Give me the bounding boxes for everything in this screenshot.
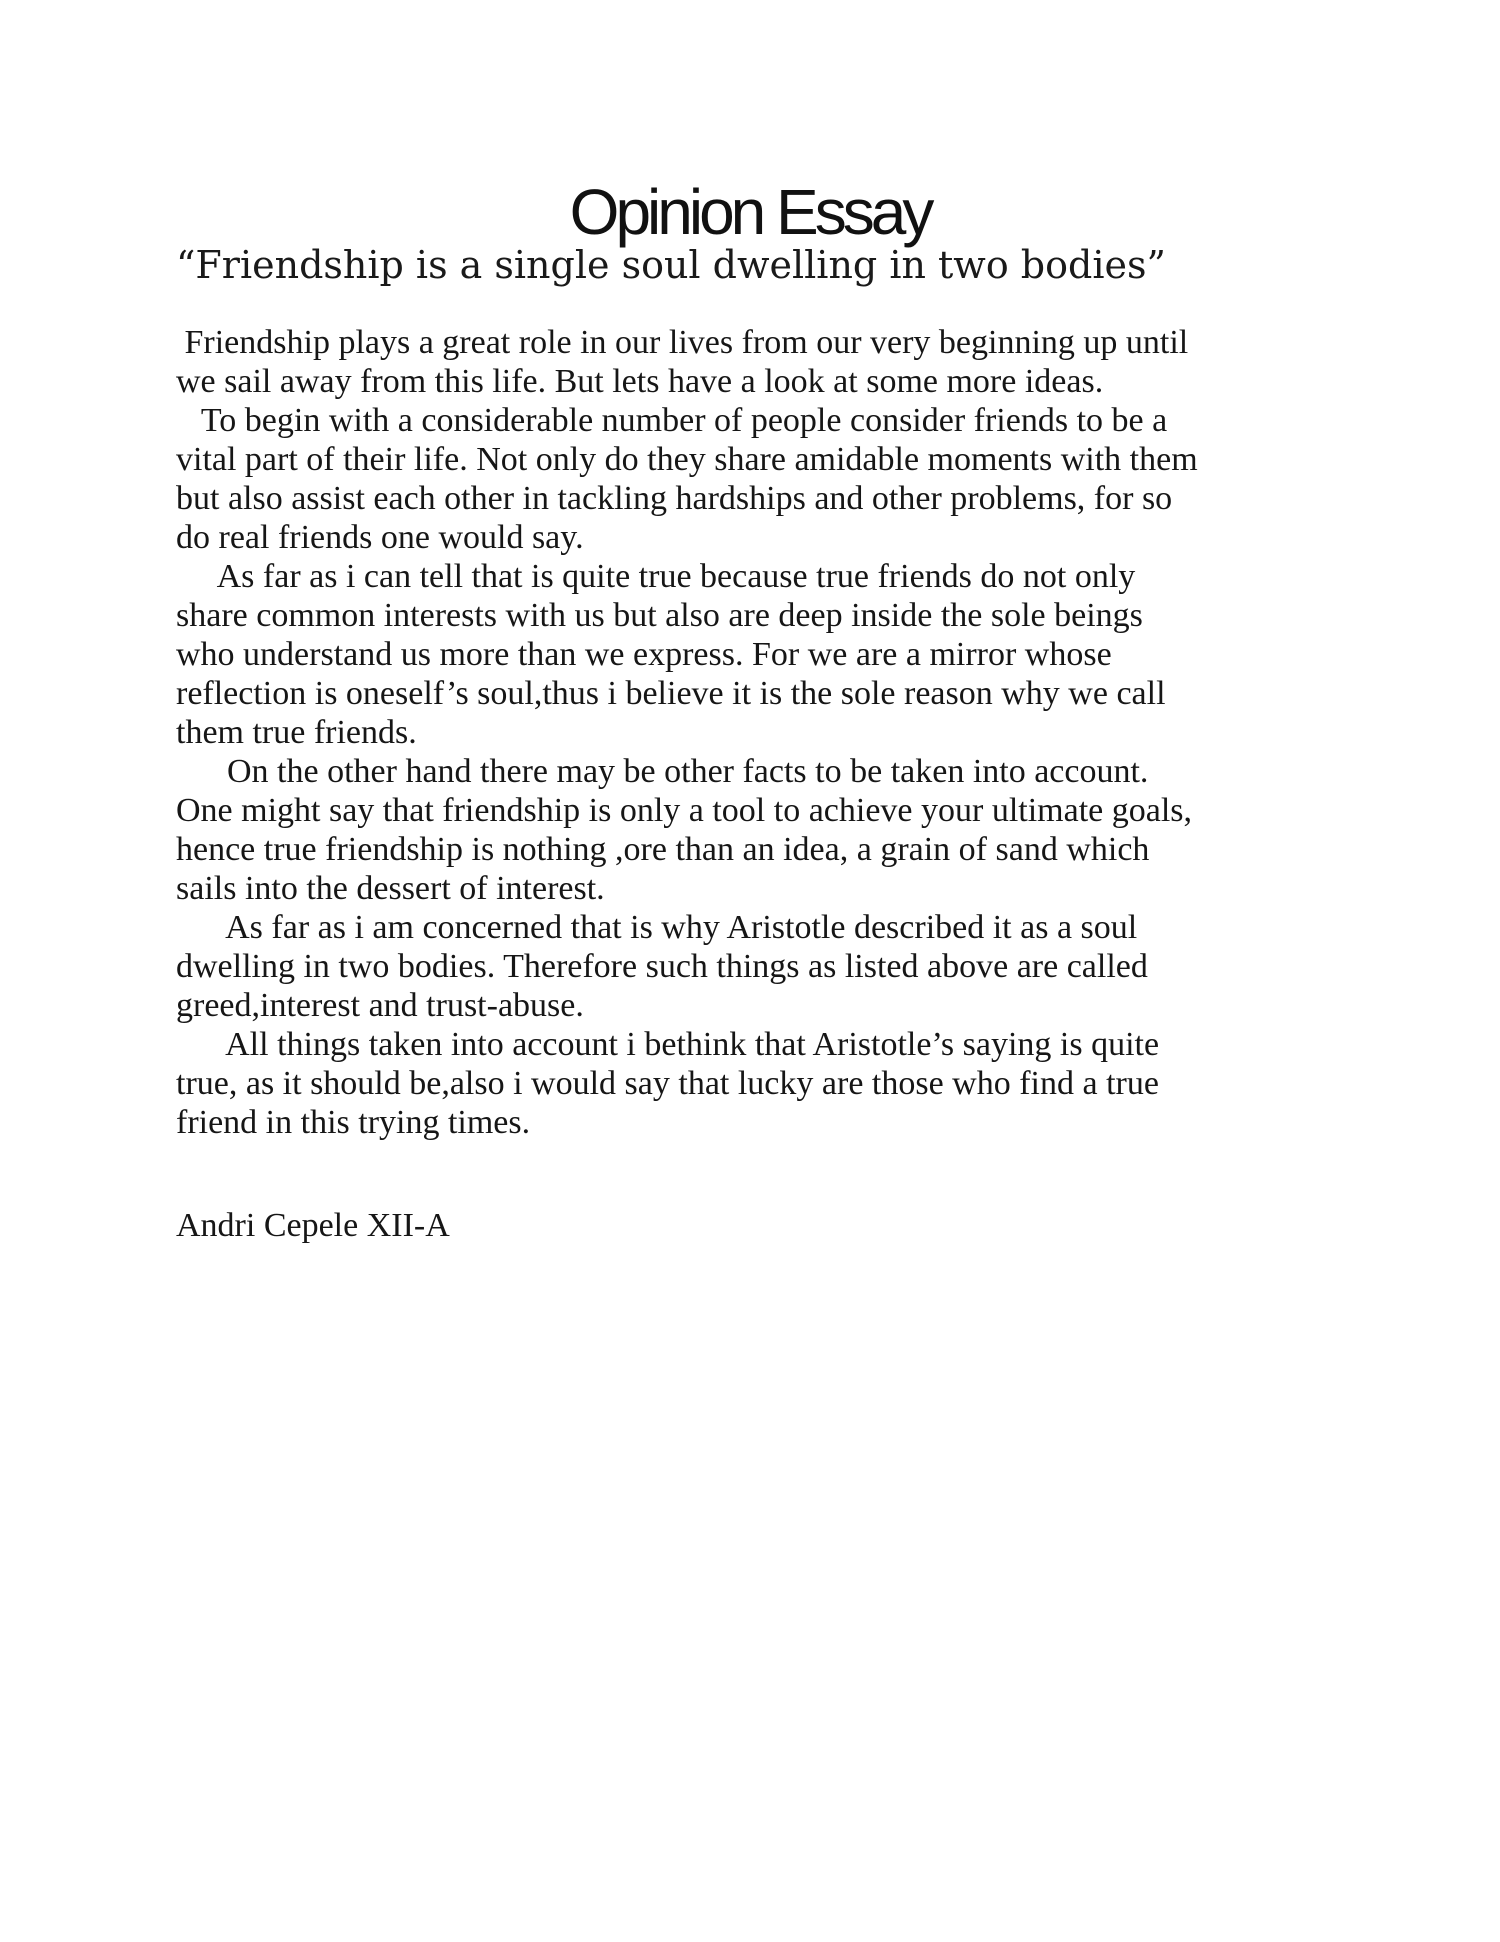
essay-line: greed,interest and trust-abuse.	[176, 987, 584, 1024]
essay-line: but also assist each other in tackling hardships and other problems, for so	[176, 480, 1173, 517]
author-signature: Andri Cepele XII-A	[176, 1207, 450, 1244]
document-subtitle: “Friendship is a single soul dwelling in two bodies”	[176, 243, 1166, 287]
document-title: Opinion Essay	[569, 176, 931, 248]
essay-line: Friendship plays a great role in our lives from our very beginning up until	[176, 324, 1189, 361]
essay-line: On the other hand there may be other facts to be taken into account.	[176, 753, 1149, 790]
essay-body	[176, 323, 1336, 1142]
essay-line: hence true friendship is nothing ,ore than an idea, a grain of sand which	[176, 831, 1150, 868]
essay-line: reflection is oneself’s soul,thus i believe it is the sole reason why we call	[176, 675, 1166, 712]
essay-line: All things taken into account i bethink that Aristotle’s saying is quite	[176, 1026, 1160, 1063]
essay-line: friend in this trying times.	[176, 1104, 531, 1141]
essay-line: who understand us more than we express. For we are a mirror whose	[176, 636, 1112, 673]
essay-line: sails into the dessert of interest.	[176, 870, 605, 907]
essay-line: dwelling in two bodies. Therefore such things as listed above are called	[176, 948, 1148, 985]
essay-line: do real friends one would say.	[176, 519, 584, 556]
essay-line: One might say that friendship is only a tool to achieve your ultimate goals,	[176, 792, 1193, 829]
essay-line: them true friends.	[176, 714, 417, 751]
essay-line: As far as i can tell that is quite true because true friends do not only	[176, 558, 1136, 595]
essay-line: As far as i am concerned that is why Aristotle described it as a soul	[176, 909, 1138, 946]
essay-line: true, as it should be,also i would say that lucky are those who find a true	[176, 1065, 1159, 1102]
essay-line: To begin with a considerable number of people consider friends to be a	[176, 402, 1168, 439]
essay-line: vital part of their life. Not only do they share amidable moments with them	[176, 441, 1198, 478]
essay-line: we sail away from this life. But lets have a look at some more ideas.	[176, 363, 1104, 400]
essay-line: share common interests with us but also are deep inside the sole beings	[176, 597, 1143, 634]
